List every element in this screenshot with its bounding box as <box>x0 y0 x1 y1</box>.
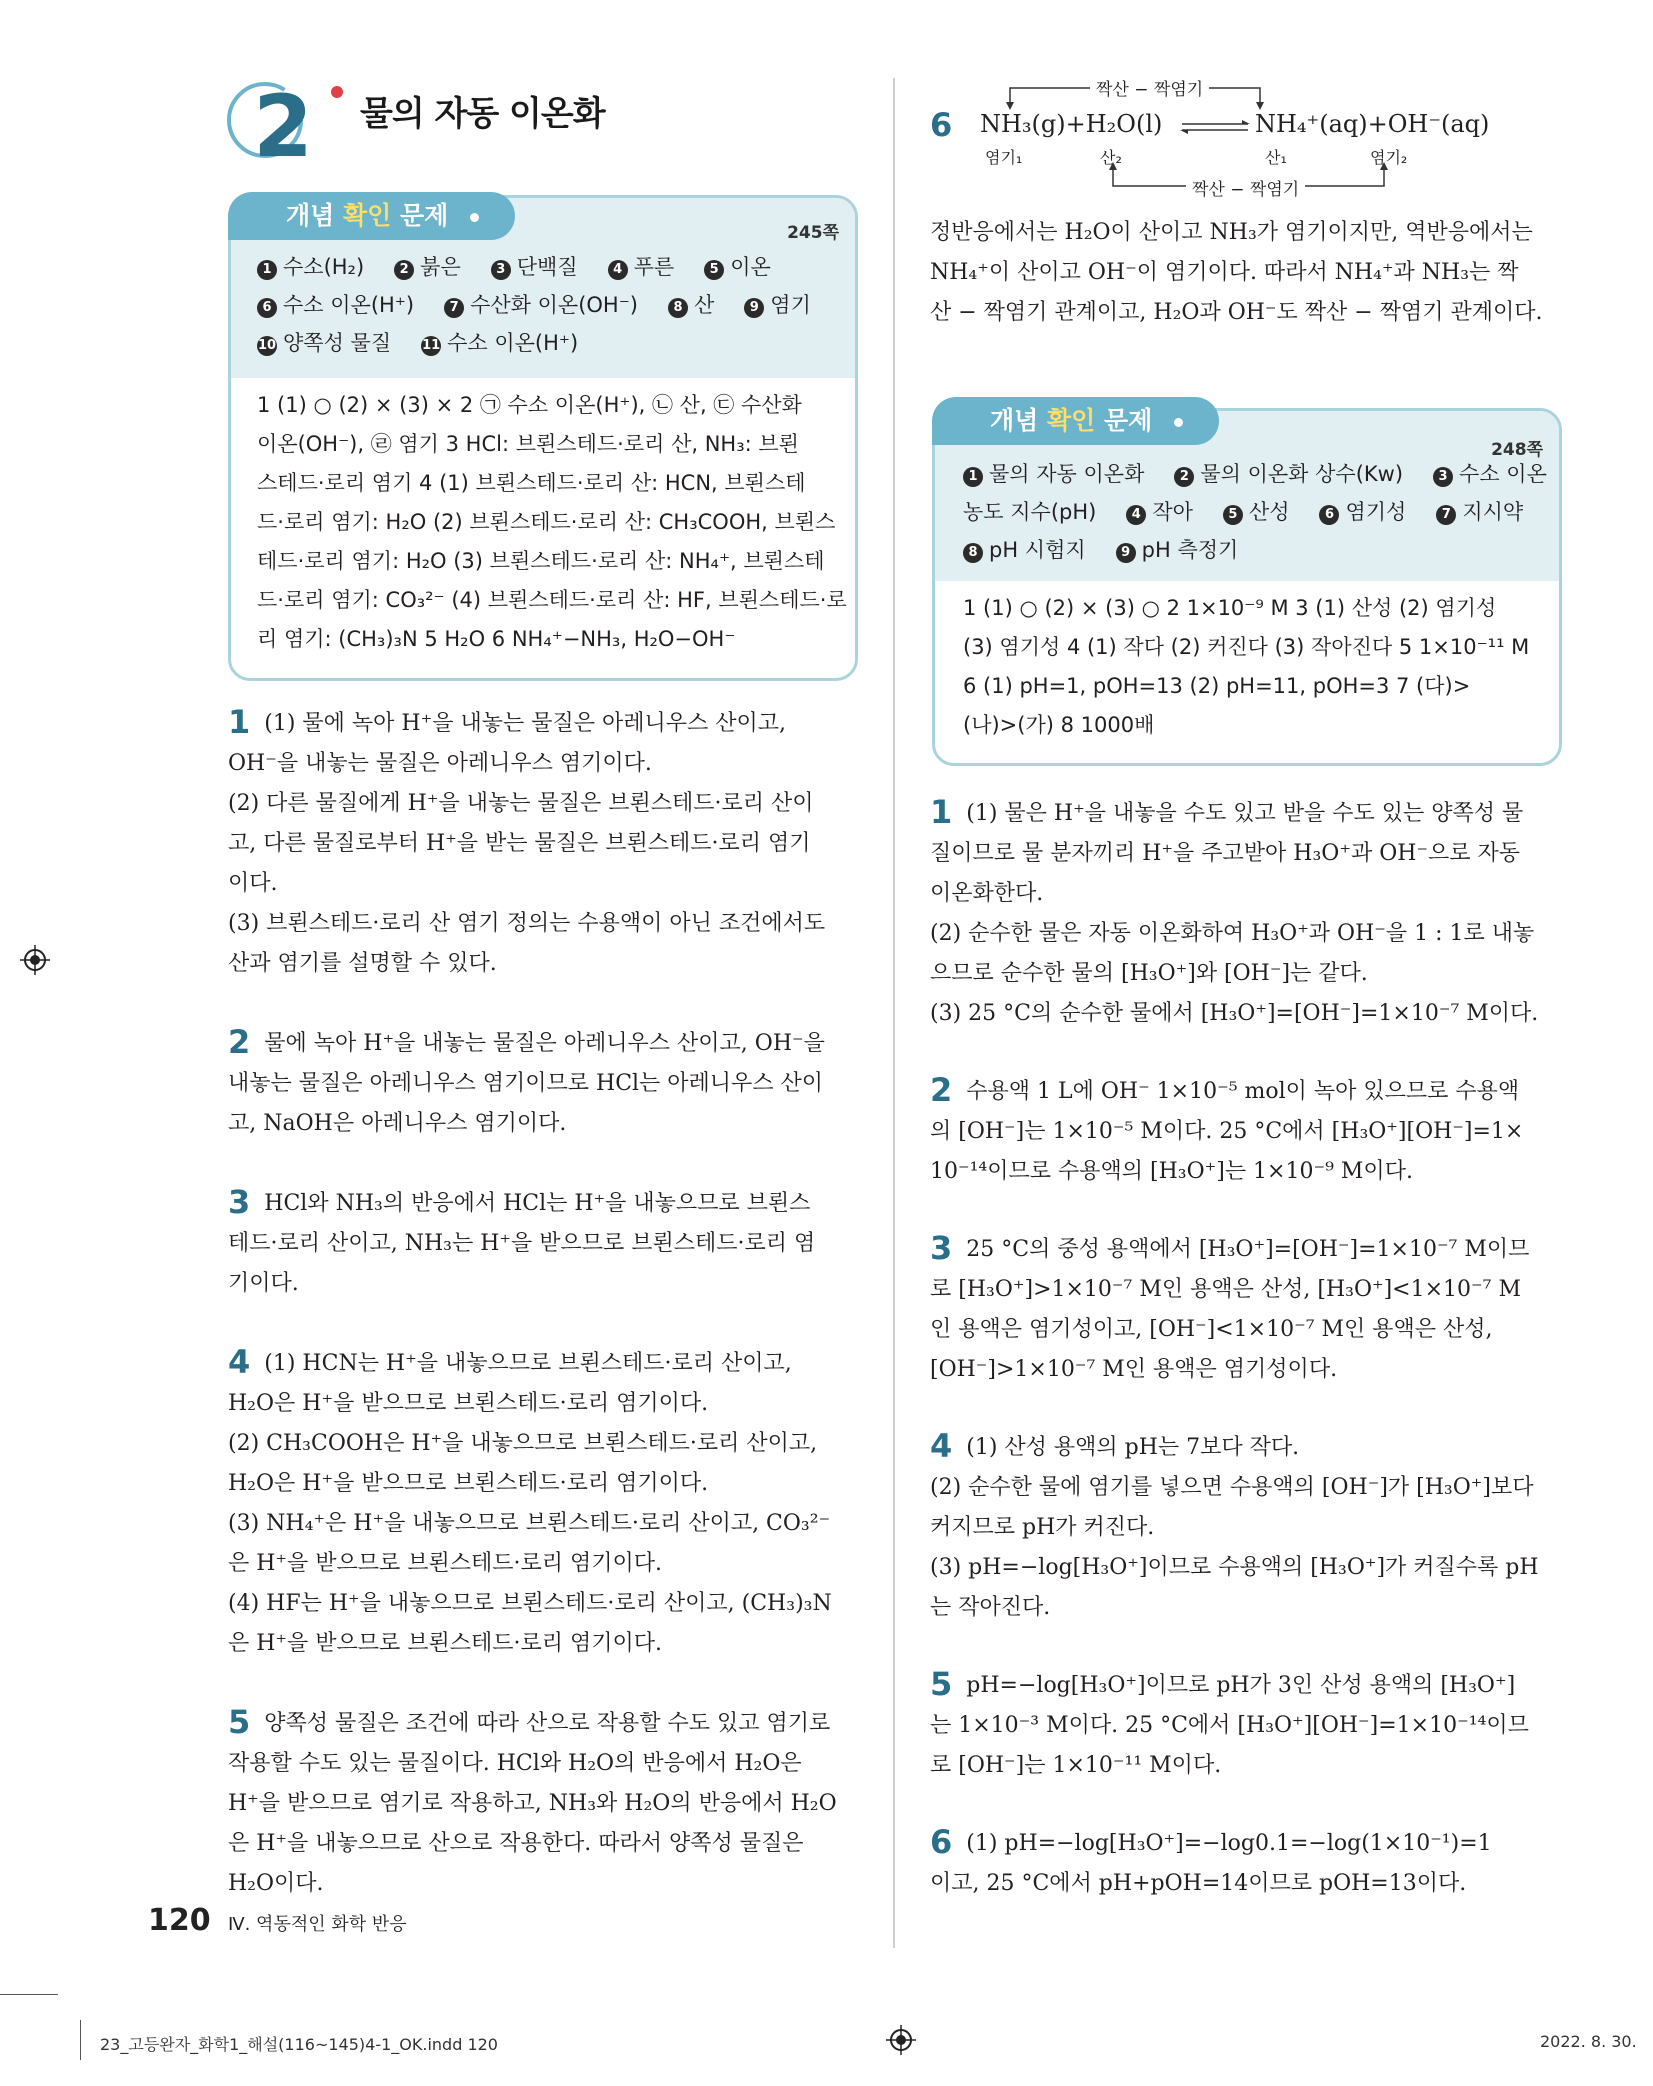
keyword-number-badge: 4 <box>1126 505 1146 525</box>
explanation-line <box>228 1384 852 1424</box>
keyword-text: 산 <box>694 293 715 317</box>
keyword-text: 물의 자동 이온화 <box>989 462 1145 486</box>
line-text: (1) 물에 녹아 H⁺을 내놓는 물질은 아레니우스 산이고, <box>264 711 786 736</box>
question-number: 3 <box>930 1229 953 1267</box>
bottom-conjugate-label: 짝산 − 짝염기 <box>1186 175 1305 200</box>
keyword-item <box>963 455 1144 493</box>
keyword-number-badge: 3 <box>1433 467 1453 487</box>
keyword-item <box>257 248 364 286</box>
line-text: 커지므로 pH가 커진다. <box>930 1515 1155 1540</box>
line-text: 은 H⁺을 받으므로 브뢴스테드·로리 염기이다. <box>228 1631 663 1656</box>
keyword-number-badge: 2 <box>394 260 414 280</box>
keyword-number-badge: 8 <box>963 543 983 563</box>
keyword-text: 수산화 이온(OH⁻) <box>470 293 638 317</box>
q6-equation-diagram <box>930 70 1570 205</box>
line-text: 이고, 25 °C에서 pH+pOH=14이므로 pOH=13이다. <box>930 1871 1467 1896</box>
explanation-line <box>228 1264 852 1304</box>
explanation-line <box>930 1508 1558 1548</box>
explanation-line <box>228 1464 852 1504</box>
explanation-line <box>930 1864 1558 1904</box>
line-text: 25 °C의 중성 용액에서 [H₃O⁺]=[OH⁻]=1×10⁻⁷ M이므 <box>966 1237 1530 1262</box>
page-number: 120 <box>148 1903 211 1938</box>
keyword-item <box>963 493 1096 531</box>
line-text: 으므로 순수한 물의 [H₃O⁺]와 [OH⁻]는 같다. <box>930 961 1368 986</box>
keyword-text: 수소 이온(H⁺) <box>283 293 415 317</box>
line-text: (2) 순수한 물에 염기를 넣으면 수용액의 [OH⁻]가 [H₃O⁺]보다 <box>930 1475 1534 1500</box>
explanation-line <box>228 944 852 984</box>
explanation-line <box>228 1584 852 1624</box>
line-text: 인 용액은 염기성이고, [OH⁻]<1×10⁻⁷ M인 용액은 산성, <box>930 1317 1493 1342</box>
keyword-item <box>257 324 391 362</box>
answer-line: 1 (1) ○ (2) × (3) ○ 2 1×10⁻⁹ M 3 (1) 산성 (2) 염기성 <box>963 596 1497 620</box>
keyword-item <box>257 286 414 324</box>
explanation-line <box>930 1426 1558 1468</box>
keyword-item <box>1174 455 1403 493</box>
explanation-line <box>930 1350 1558 1390</box>
keyword-text: 이온 <box>730 255 771 279</box>
keyword-text: 단백질 <box>516 255 578 279</box>
crop-mark <box>80 2020 81 2060</box>
line-text: 10⁻¹⁴이므로 수용액의 [H₃O⁺]는 1×10⁻⁹ M이다. <box>930 1159 1413 1184</box>
label-acid2: 산₂ <box>1100 148 1122 167</box>
line-text: 이온화한다. <box>930 881 1044 906</box>
keyword-item <box>668 286 714 324</box>
keyword-text: 염기성 <box>1345 500 1407 524</box>
question-number: 5 <box>228 1703 251 1741</box>
section-number: 2 <box>253 77 313 172</box>
keyword-item <box>444 286 638 324</box>
keyword-item <box>608 248 675 286</box>
question-number: 5 <box>930 1665 953 1703</box>
keyword-number-badge: 9 <box>744 298 764 318</box>
keyword-text: pH 시험지 <box>989 538 1086 562</box>
explanation-line <box>228 1544 852 1584</box>
line-text: 는 작아진다. <box>930 1595 1051 1620</box>
explanation-line <box>930 1664 1558 1706</box>
keyword-number-badge: 3 <box>491 260 511 280</box>
line-text: 이다. <box>228 871 278 896</box>
line-text: 내놓는 물질은 아레니우스 염기이므로 HCl는 아레니우스 산이 <box>228 1071 824 1096</box>
keyword-item <box>421 324 578 362</box>
print-date: 2022. 8. 30. <box>1540 2032 1637 2051</box>
line-text: (1) pH=−log[H₃O⁺]=−log0.1=−log(1×10⁻¹)=1 <box>966 1831 1492 1856</box>
answer-line: 드·로리 염기: H₂O (2) 브뢴스테드·로리 산: CH₃COOH, 브뢴스 <box>257 510 836 534</box>
keyword-text: 물의 이온화 상수(Kw) <box>1200 462 1404 486</box>
line-text: 테드·로리 산이고, NH₃는 H⁺을 받으므로 브뢴스테드·로리 염 <box>228 1231 816 1256</box>
right-explanations <box>930 792 1558 1940</box>
explanation-line <box>228 904 852 944</box>
keyword-row <box>257 248 847 286</box>
top-conjugate-label: 짝산 − 짝염기 <box>1090 75 1209 100</box>
explanation-line <box>930 1152 1558 1192</box>
label-base1: 염기₁ <box>985 148 1023 167</box>
keyword-number-badge: 11 <box>421 336 441 356</box>
explanation-line <box>228 1744 852 1784</box>
keyword-text: 푸른 <box>633 255 675 279</box>
explanation-line <box>228 1864 852 1904</box>
answer-line: 이온(OH⁻), ㉣ 염기 3 HCl: 브뢴스테드·로리 산, NH₃: 브뢴 <box>257 432 799 456</box>
keyword-item <box>963 531 1086 569</box>
question-number: 6 <box>930 106 953 144</box>
explanation-line <box>930 1822 1558 1864</box>
explanation-line <box>228 744 852 784</box>
line-text: 기이다. <box>228 1271 299 1296</box>
keyword-item <box>491 248 578 286</box>
keyword-text: pH 측정기 <box>1141 538 1239 562</box>
explanation-line <box>228 864 852 904</box>
line-text: (4) HF는 H⁺을 내놓으므로 브뢴스테드·로리 산이고, (CH₃)₃N <box>228 1591 832 1616</box>
keyword-row <box>257 324 847 362</box>
line-text: 물에 녹아 H⁺을 내놓는 물질은 아레니우스 산이고, OH⁻을 <box>264 1031 825 1056</box>
explanation-line <box>930 1468 1558 1508</box>
line-text: 의 [OH⁻]는 1×10⁻⁵ M이다. 25 °C에서 [H₃O⁺][OH⁻]=1× <box>930 1119 1524 1144</box>
line-text: H₂O이다. <box>228 1871 324 1896</box>
keyword-row <box>963 531 1553 569</box>
explanation-item <box>930 1664 1558 1786</box>
keyword-number-badge: 1 <box>257 260 277 280</box>
keyword-item <box>1126 493 1193 531</box>
line-text: (2) 순수한 물은 자동 이온화하여 H₃O⁺과 OH⁻을 1 : 1로 내놓 <box>930 921 1535 946</box>
explanation-line <box>930 1270 1558 1310</box>
keyword-item <box>1116 531 1239 569</box>
keyword-number-badge: 5 <box>704 260 724 280</box>
explanation-line <box>930 1588 1558 1628</box>
explanation-line <box>930 1228 1558 1270</box>
line-text: pH=−log[H₃O⁺]이므로 pH가 3인 산성 용액의 [H₃O⁺] <box>966 1673 1516 1698</box>
question-number: 2 <box>930 1071 953 1109</box>
registration-mark-icon <box>886 2025 916 2055</box>
explanation-line <box>228 702 852 744</box>
keyword-text: 염기 <box>770 293 811 317</box>
explanation-item <box>930 1228 1558 1390</box>
line-text: 고, NaOH은 아레니우스 염기이다. <box>228 1111 567 1136</box>
explanation-item <box>228 1702 852 1904</box>
explanation-line: 산 − 짝염기 관계이고, H₂O과 OH⁻도 짝산 − 짝염기 관계이다. <box>930 300 1543 325</box>
keyword-number-badge: 2 <box>1174 467 1194 487</box>
keyword-number-badge: 6 <box>257 298 277 318</box>
keyword-number-badge: 1 <box>963 467 983 487</box>
explanation-item <box>228 1342 852 1664</box>
line-text: 고, 다른 물질로부터 H⁺을 받는 물질은 브뢴스테드·로리 염기 <box>228 831 811 856</box>
keyword-number-badge: 10 <box>257 336 277 356</box>
explanation-item <box>228 1022 852 1144</box>
line-text: 질이므로 물 분자끼리 H⁺을 주고받아 H₃O⁺과 OH⁻으로 자동 <box>930 841 1521 866</box>
explanation-item <box>930 1822 1558 1904</box>
crop-mark <box>0 1994 58 1995</box>
answer-list <box>963 589 1553 745</box>
keyword-number-badge: 6 <box>1319 505 1339 525</box>
line-text: [OH⁻]>1×10⁻⁷ M인 용액은 염기성이다. <box>930 1357 1338 1382</box>
answer-line: 드·로리 염기: CO₃²⁻ (4) 브뢴스테드·로리 산: HF, 브뢴스테드·로 <box>257 588 847 612</box>
answer-line: 1 (1) ○ (2) × (3) × 2 ㉠ 수소 이온(H⁺), ㉡ 산, ㉢ 수산화 <box>257 393 802 417</box>
line-text: (3) NH₄⁺은 H⁺을 내놓으므로 브뢴스테드·로리 산이고, CO₃²⁻ <box>228 1511 831 1536</box>
explanation-line <box>930 914 1558 954</box>
keyword-text: 양쪽성 물질 <box>283 331 392 355</box>
keyword-row <box>257 286 847 324</box>
keyword-item <box>1433 455 1547 493</box>
line-text: 산과 염기를 설명할 수 있다. <box>228 951 497 976</box>
page-reference: 248쪽 <box>1491 440 1543 460</box>
explanation-line <box>228 1224 852 1264</box>
question-number: 3 <box>228 1183 251 1221</box>
keyword-row <box>963 493 1553 531</box>
keyword-number-badge: 9 <box>1116 543 1136 563</box>
keyword-number-badge: 4 <box>608 260 628 280</box>
keyword-item <box>1319 493 1406 531</box>
label-base2: 염기₂ <box>1370 148 1408 167</box>
answer-line: 테드·로리 염기: H₂O (3) 브뢴스테드·로리 산: NH₄⁺, 브뢴스테 <box>257 549 825 573</box>
question-number: 1 <box>228 703 251 741</box>
explanation-line <box>930 954 1558 994</box>
explanation-item <box>930 792 1558 1034</box>
line-text: (3) 25 °C의 순수한 물에서 [H₃O⁺]=[OH⁻]=1×10⁻⁷ M이다. <box>930 1001 1539 1026</box>
explanation-line <box>228 1022 852 1064</box>
explanation-item <box>930 1070 1558 1192</box>
explanation-line <box>930 1070 1558 1112</box>
question-number: 4 <box>930 1427 953 1465</box>
page-reference: 245쪽 <box>787 223 839 243</box>
explanation-line <box>930 994 1558 1034</box>
explanation-line <box>228 1342 852 1384</box>
keyword-text: 산성 <box>1248 500 1290 524</box>
explanation-item <box>228 1182 852 1304</box>
line-text: (3) pH=−log[H₃O⁺]이므로 수용액의 [H₃O⁺]가 커질수록 pH <box>930 1555 1539 1580</box>
explanation-line <box>228 1624 852 1664</box>
keyword-item <box>1436 493 1523 531</box>
line-text: 수용액 1 L에 OH⁻ 1×10⁻⁵ mol이 녹아 있으므로 수용액 <box>966 1079 1520 1104</box>
line-text: (3) 브뢴스테드·로리 산 염기 정의는 수용액이 아닌 조건에서도 <box>228 911 826 936</box>
answer-line: (나)>(가) 8 1000배 <box>963 713 1155 737</box>
column-divider <box>893 78 895 1948</box>
explanation-line <box>930 1548 1558 1588</box>
registration-mark-icon <box>20 945 50 975</box>
left-explanations <box>228 702 852 1942</box>
line-text: (1) 산성 용액의 pH는 7보다 작다. <box>966 1435 1300 1460</box>
line-text: 은 H⁺을 내놓으므로 산으로 작용한다. 따라서 양쪽성 물질은 <box>228 1831 804 1856</box>
line-text: 양쪽성 물질은 조건에 따라 산으로 작용할 수도 있고 염기로 <box>264 1711 831 1736</box>
explanation-line <box>228 1824 852 1864</box>
equation-right: NH₄⁺(aq)+OH⁻(aq) <box>1255 110 1490 138</box>
line-text: OH⁻을 내놓는 물질은 아레니우스 염기이다. <box>228 751 652 776</box>
explanation-line <box>930 874 1558 914</box>
keyword-number-badge: 7 <box>444 298 464 318</box>
explanation-line <box>930 792 1558 834</box>
concept-check-tab: 개념 확인 문제 <box>932 397 1219 445</box>
line-text: H₂O은 H⁺을 받으므로 브뢴스테드·로리 염기이다. <box>228 1391 709 1416</box>
concept-check-box-248 <box>932 408 1562 766</box>
keyword-number-badge: 5 <box>1223 505 1243 525</box>
keyword-item <box>704 248 771 286</box>
label-acid1: 산₁ <box>1265 148 1287 167</box>
answer-line: (3) 염기성 4 (1) 작다 (2) 커진다 (3) 작아진다 5 1×10⁻¹¹ M <box>963 635 1530 659</box>
print-file-info: 23_고등완자_화학1_해설(116~145)4-1_OK.indd 120 <box>100 2035 498 2054</box>
explanation-line <box>228 1784 852 1824</box>
line-text: 은 H⁺을 받으므로 브뢴스테드·로리 염기이다. <box>228 1551 663 1576</box>
explanation-line <box>930 1746 1558 1786</box>
keyword-item <box>744 286 811 324</box>
line-text: HCl와 NH₃의 반응에서 HCl는 H⁺을 내놓으므로 브뢴스 <box>264 1191 811 1216</box>
line-text: 로 [H₃O⁺]>1×10⁻⁷ M인 용액은 산성, [H₃O⁺]<1×10⁻⁷ M <box>930 1277 1521 1302</box>
section-title: 물의 자동 이온화 <box>360 94 605 134</box>
keyword-text: 작아 <box>1152 500 1193 524</box>
keyword-text: 붉은 <box>420 255 461 279</box>
explanation-line <box>228 1064 852 1104</box>
keyword-number-badge: 8 <box>668 298 688 318</box>
line-text: 로 [OH⁻]는 1×10⁻¹¹ M이다. <box>930 1753 1222 1778</box>
explanation-item <box>228 702 852 984</box>
chapter-title: Ⅳ. 역동적인 화학 반응 <box>228 1914 407 1935</box>
question-number: 1 <box>930 793 953 831</box>
keyword-item <box>394 248 461 286</box>
explanation-line: 정반응에서는 H₂O이 산이고 NH₃가 염기이지만, 역반응에서는 <box>930 220 1533 245</box>
keyword-text: 농도 지수(pH) <box>963 500 1097 524</box>
line-text: H₂O은 H⁺을 받으므로 브뢴스테드·로리 염기이다. <box>228 1471 709 1496</box>
keyword-item <box>1223 493 1290 531</box>
answer-list <box>257 386 847 659</box>
explanation-line <box>228 1424 852 1464</box>
explanation-line <box>930 1706 1558 1746</box>
keyword-row <box>963 455 1553 493</box>
explanation-line <box>228 1702 852 1744</box>
line-text: (2) 다른 물질에게 H⁺을 내놓는 물질은 브뢴스테드·로리 산이 <box>228 791 814 816</box>
keyword-text: 지시약 <box>1462 500 1524 524</box>
explanation-line <box>228 824 852 864</box>
explanation-line <box>228 1182 852 1224</box>
explanation-line <box>228 1104 852 1144</box>
explanation-line <box>930 1112 1558 1152</box>
explanation-line: NH₄⁺이 산이고 OH⁻이 염기이다. 따라서 NH₄⁺과 NH₃는 짝 <box>930 260 1519 285</box>
answer-line: 스테드·로리 염기 4 (1) 브뢴스테드·로리 산: HCN, 브뢴스테 <box>257 471 806 495</box>
line-text: H⁺을 받으므로 염기로 작용하고, NH₃와 H₂O의 반응에서 H₂O <box>228 1791 837 1816</box>
line-text: 는 1×10⁻³ M이다. 25 °C에서 [H₃O⁺][OH⁻]=1×10⁻¹⁴이므 <box>930 1713 1529 1738</box>
line-text: 작용할 수도 있는 물질이다. HCl와 H₂O의 반응에서 H₂O은 <box>228 1751 802 1776</box>
equation-left: NH₃(g)+H₂O(l) <box>980 110 1163 138</box>
keyword-text: 수소 이온 <box>1459 462 1547 486</box>
explanation-line <box>930 1310 1558 1350</box>
line-text: (2) CH₃COOH은 H⁺을 내놓으므로 브뢴스테드·로리 산이고, <box>228 1431 818 1456</box>
question-number: 2 <box>228 1023 251 1061</box>
explanation-item <box>930 1426 1558 1628</box>
concept-check-tab: 개념 확인 문제 <box>228 192 515 240</box>
line-text: (1) 물은 H⁺을 내놓을 수도 있고 받을 수도 있는 양쪽성 물 <box>966 801 1524 826</box>
answer-line: 리 염기: (CH₃)₃N 5 H₂O 6 NH₄⁺−NH₃, H₂O−OH⁻ <box>257 627 736 651</box>
explanation-line <box>930 834 1558 874</box>
keyword-text: 수소(H₂) <box>283 255 365 279</box>
explanation-line <box>228 784 852 824</box>
concept-check-box-245 <box>228 195 858 681</box>
question-number: 6 <box>930 1823 953 1861</box>
answer-line: 6 (1) pH=1, pOH=13 (2) pH=11, pOH=3 7 (다)> <box>963 674 1471 698</box>
q6-explanation <box>930 213 1558 333</box>
line-text: (1) HCN는 H⁺을 내놓으므로 브뢴스테드·로리 산이고, <box>264 1351 792 1376</box>
question-number: 4 <box>228 1343 251 1381</box>
keyword-number-badge: 7 <box>1436 505 1456 525</box>
keyword-text: 수소 이온(H⁺) <box>447 331 579 355</box>
explanation-line <box>228 1504 852 1544</box>
section-number-icon <box>225 72 355 172</box>
